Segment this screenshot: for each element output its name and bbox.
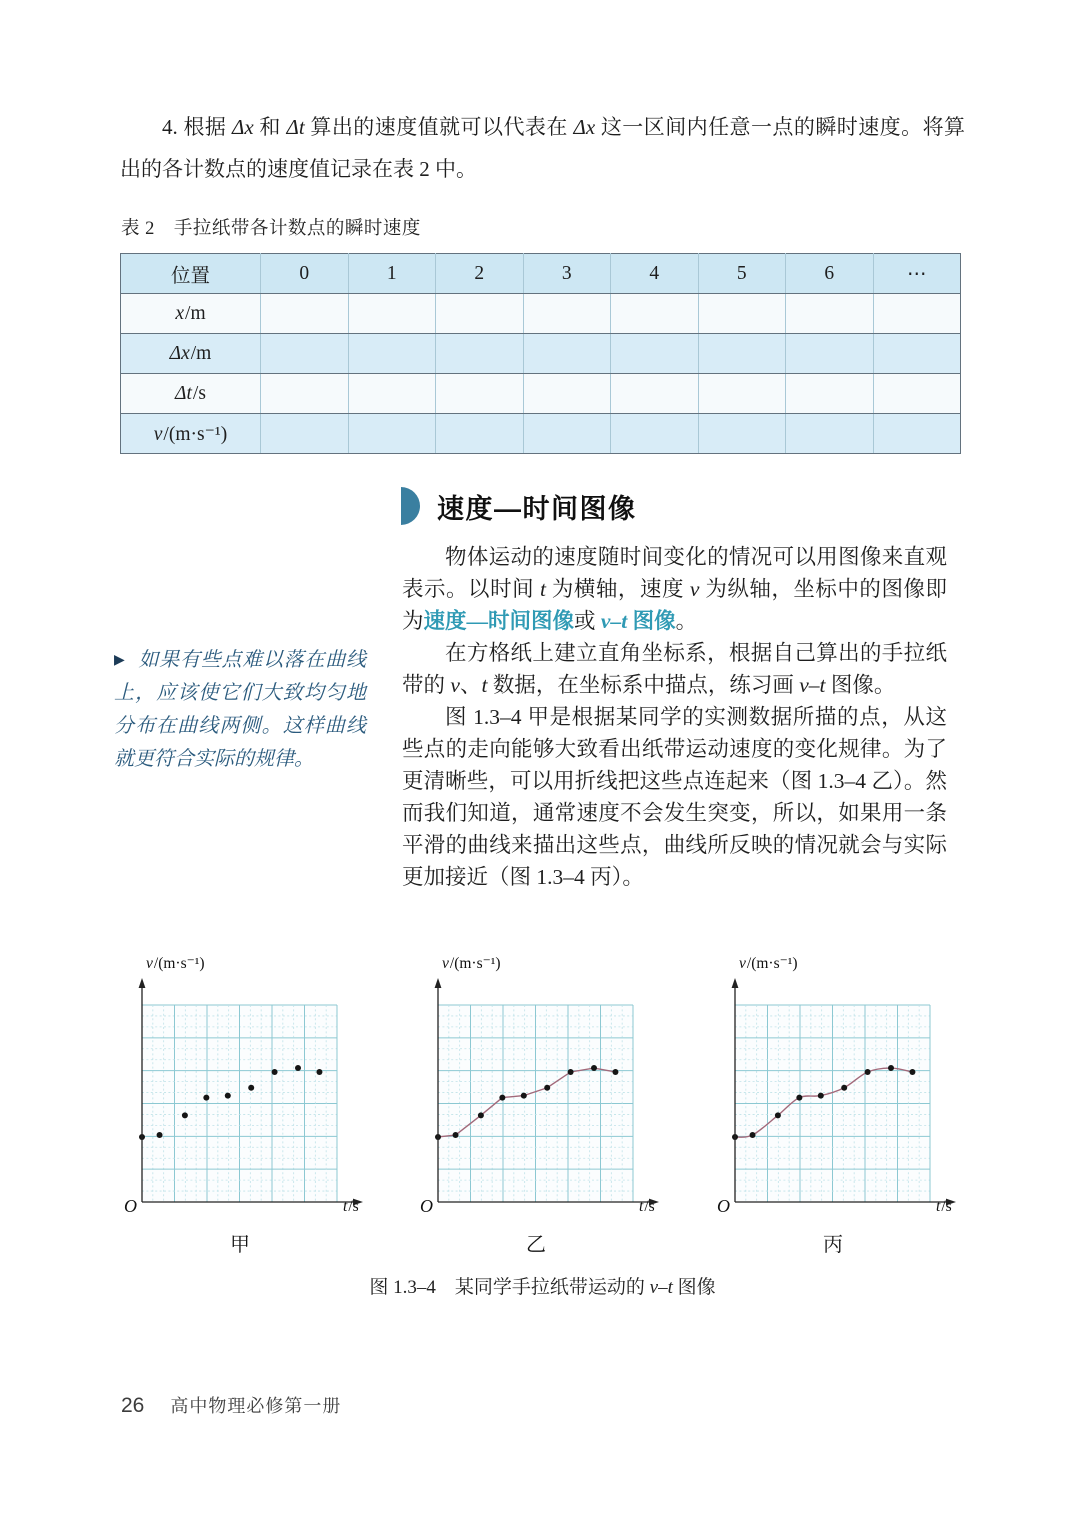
table-header-cell: 4 [611,254,699,294]
section-marker-icon [401,487,420,525]
empty-cell [261,374,349,414]
empty-cell [698,334,786,374]
text-segment: t [481,673,488,697]
table-header-cell: 2 [436,254,524,294]
row-label: v/(m·s⁻¹) [121,414,261,454]
table-header-cell: 0 [261,254,349,294]
text-segment: t [540,577,546,601]
text-segment: v–t [799,673,826,697]
main-text-column [402,541,947,893]
empty-cell [436,334,524,374]
paragraph [402,637,947,701]
row-label: x/m [121,294,261,334]
empty-cell [261,334,349,374]
x-axis-label: t/s [639,1198,655,1215]
text-segment: 图 1.3–4 某同学手拉纸带运动的 [369,1277,650,1298]
table-row [121,414,961,454]
table-row [121,294,961,334]
empty-cell [523,334,611,374]
empty-cell [436,294,524,334]
table-header-row [121,254,961,294]
text-segment: v–t [600,609,628,633]
text-segment: 和 [253,115,287,139]
page-footer [121,1392,341,1418]
empty-cell [611,414,699,454]
section-heading-text: 速度—时间图像 [437,493,637,524]
text-segment: v–t [649,1277,673,1298]
section-heading [401,485,637,527]
table-header-cell: 5 [698,254,786,294]
empty-cell [523,414,611,454]
empty-cell [786,374,874,414]
empty-cell [873,294,961,334]
paragraph [402,541,947,637]
origin-label: O [717,1196,730,1216]
table-header-cell: 位置 [121,254,261,294]
text-segment: 图像。 [825,673,896,697]
x-axis-label: t/s [343,1198,359,1215]
table-2 [120,253,961,454]
empty-cell [873,414,961,454]
chart-jia [112,950,374,1260]
text-segment: 数据，在坐标系中描点，练习画 [487,673,800,697]
paragraph [402,701,947,893]
empty-cell [873,334,961,374]
book-title: 高中物理必修第一册 [170,1396,342,1416]
table-caption: 表 2 手拉纸带各计数点的瞬时速度 [121,219,421,239]
margin-note [114,644,366,776]
empty-cell [698,294,786,334]
origin-label: O [124,1196,137,1216]
text-segment: 、 [459,673,482,697]
table-row [121,334,961,374]
empty-cell [611,334,699,374]
empty-cell [786,414,874,454]
chart-bing [705,950,967,1260]
row-label: Δt/s [121,374,261,414]
text-segment: v [450,673,460,697]
row-label: Δx/m [121,334,261,374]
y-axis-label: v/(m·s⁻¹) [442,955,501,972]
chart-yi [408,950,670,1260]
text-segment: 4. 根据 [162,115,233,139]
text-segment: 物体运动的速度随时间变化的情况可以用图像来直观表示。以时间 [402,545,947,601]
text-segment: 速度—时间图像 [423,609,575,633]
text-segment: 这一区间内任意一点的瞬时速度。将算出的各计数点的速度值记录在表 2 中。 [120,115,966,181]
text-segment: v [689,577,700,601]
text-segment: 图 1.3–4 甲是根据某同学的实测数据所描的点，从这些点的走向能够大致看出纸带运动速度的变化规律。为了更清晰些，可以用折线把这些点连起来（图 1.3–4 乙）。然而我们知道，通常速度不会发生突变，所以，如果用一条平滑的曲线来描出这些点，曲线所反映的情况就会与实际更加接近（图 1.3–4 丙）。 [402,705,947,889]
table-header-cell: 3 [523,254,611,294]
margin-note-text: 如果有些点难以落在曲线上，应该使它们大致均匀地分布在曲线两侧。这样曲线就更符合实际的规律。 [114,649,366,770]
empty-cell [786,294,874,334]
chart-caption: 丙 [823,1234,843,1256]
text-segment: Δx [232,115,254,139]
empty-cell [873,374,961,414]
text-segment: Δt [286,115,305,139]
empty-cell [786,334,874,374]
text-segment: 为纵轴，坐标中的图像即为 [402,577,947,633]
text-segment: 图像 [672,1277,716,1298]
table-header-cell: 6 [786,254,874,294]
triangle-marker-icon: ▶ [114,653,126,668]
text-segment: 。 [675,609,698,633]
page-number: 26 [121,1394,145,1417]
empty-cell [348,414,436,454]
x-axis-label: t/s [936,1198,952,1215]
empty-cell [348,294,436,334]
text-segment: Δx [573,115,596,139]
empty-cell [261,294,349,334]
intro-paragraph [120,106,965,190]
empty-cell [611,374,699,414]
text-segment: 图像 [627,609,676,633]
empty-cell [348,374,436,414]
chart-caption: 甲 [230,1234,250,1256]
text-segment: 算出的速度值就可以代表在 [304,115,574,139]
figure-caption [120,1272,965,1299]
chart-caption: 乙 [526,1234,546,1256]
empty-cell [698,414,786,454]
plot-area [408,950,670,1208]
table-row [121,374,961,414]
empty-cell [436,374,524,414]
table-header-cell: ⋯ [873,254,961,294]
text-segment: 或 [574,609,601,633]
empty-cell [611,294,699,334]
empty-cell [523,374,611,414]
text-segment: 为横轴，速度 [545,577,690,601]
empty-cell [698,374,786,414]
empty-cell [261,414,349,454]
y-axis-label: v/(m·s⁻¹) [739,955,798,972]
empty-cell [523,294,611,334]
plot-area [705,950,967,1208]
plot-area [112,950,374,1208]
y-axis-label: v/(m·s⁻¹) [146,955,205,972]
table-header-cell: 1 [348,254,436,294]
empty-cell [348,334,436,374]
text-segment: 在方格纸上建立直角坐标系，根据自己算出的手拉纸带的 [402,641,947,697]
origin-label: O [420,1196,433,1216]
empty-cell [436,414,524,454]
